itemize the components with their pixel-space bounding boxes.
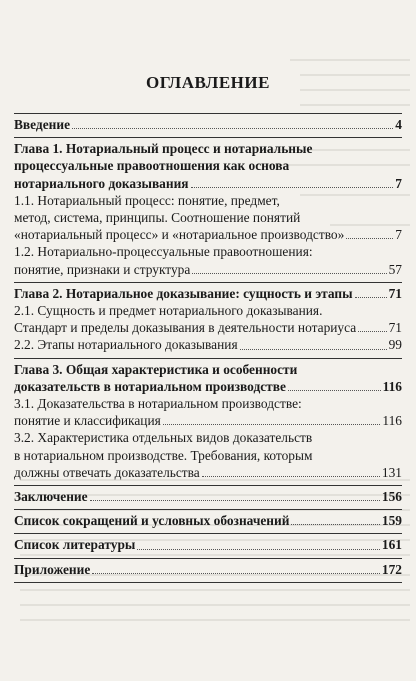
entry-line: понятие и классификация bbox=[14, 413, 161, 429]
page-number: 156 bbox=[381, 489, 402, 505]
entry-line: Стандарт и пределы доказывания в деятельности нотариуса bbox=[14, 320, 357, 336]
dot-leader bbox=[291, 523, 379, 525]
entry-line: нотариального доказывания bbox=[14, 175, 189, 191]
dot-leader bbox=[288, 389, 381, 391]
toc-entry-chapter-3[interactable] bbox=[14, 361, 402, 395]
entry-line: 1.2. Нотариально-процессуальные правоотношения: bbox=[14, 244, 313, 260]
page-number: 7 bbox=[395, 175, 402, 191]
entry-label: Список сокращений и условных обозначений bbox=[14, 513, 290, 529]
toc-entry-section-1-2[interactable] bbox=[14, 243, 402, 277]
toc-entry-section-1-1[interactable] bbox=[14, 192, 402, 244]
page-number: 116 bbox=[382, 378, 402, 394]
toc-chapter-1 bbox=[14, 138, 402, 282]
entry-label: Список литературы bbox=[14, 537, 136, 553]
entry-label: Заключение bbox=[14, 489, 88, 505]
entry-line: процессуальные правоотношения как основа bbox=[14, 158, 290, 174]
entry-line: 3.2. Характеристика отдельных видов доказательств bbox=[14, 430, 313, 446]
table-of-contents bbox=[14, 113, 402, 583]
page-number: 161 bbox=[381, 537, 402, 553]
entry-label: Приложение bbox=[14, 561, 91, 577]
entry-line: доказательств в нотариальном производстве bbox=[14, 378, 286, 394]
toc-chapter-2 bbox=[14, 283, 402, 358]
page-number: 4 bbox=[395, 117, 402, 132]
entry-line: 1.1. Нотариальный процесс: понятие, предмет, bbox=[14, 192, 280, 208]
page-number: 116 bbox=[382, 413, 402, 429]
toc-entry-appendix[interactable] bbox=[14, 559, 402, 582]
entry-line: Глава 2. Нотариальное доказывание: сущность и этапы bbox=[14, 285, 353, 301]
page-number: 7 bbox=[395, 227, 402, 243]
dot-leader bbox=[240, 348, 387, 350]
toc-entry-introduction[interactable] bbox=[14, 114, 402, 137]
entry-line: 2.1. Сущность и предмет нотариального доказывания. bbox=[14, 303, 323, 319]
toc-entry-chapter-2[interactable] bbox=[14, 285, 402, 302]
page-number: 131 bbox=[381, 464, 402, 480]
entry-line: в нотариальном производстве. Требования, которым bbox=[14, 447, 313, 463]
entry-line: «нотариальный процесс» и «нотариальное производство» bbox=[14, 227, 345, 243]
entry-line: 3.1. Доказательства в нотариальном производстве: bbox=[14, 396, 302, 412]
entry-line: метод, система, принципы. Соотношение понятий bbox=[14, 210, 301, 226]
dot-leader bbox=[137, 548, 380, 550]
page-number: 57 bbox=[388, 261, 402, 277]
page-number: 159 bbox=[381, 513, 402, 529]
page-number: 172 bbox=[381, 561, 402, 577]
toc-page bbox=[14, 0, 402, 681]
dot-leader bbox=[355, 296, 387, 298]
dot-leader bbox=[358, 330, 386, 332]
entry-line: понятие, признаки и структура bbox=[14, 261, 191, 277]
dot-leader bbox=[191, 186, 394, 188]
toc-chapter-3 bbox=[14, 359, 402, 485]
toc-entry-literature[interactable] bbox=[14, 534, 402, 557]
entry-label: Введение bbox=[14, 117, 71, 132]
dot-leader bbox=[92, 572, 380, 574]
toc-entry-abbreviations[interactable] bbox=[14, 510, 402, 533]
entry-line: должны отвечать доказательства bbox=[14, 464, 200, 480]
toc-entry-section-3-2[interactable] bbox=[14, 429, 402, 481]
dot-leader bbox=[90, 499, 380, 501]
entry-line: 2.2. Этапы нотариального доказывания bbox=[14, 337, 238, 353]
page-title: ОГЛАВЛЕНИЕ bbox=[146, 73, 270, 92]
dot-leader bbox=[346, 237, 393, 239]
toc-entry-section-2-2[interactable] bbox=[14, 336, 402, 353]
dot-leader bbox=[192, 272, 386, 274]
toc-entry-section-2-1[interactable] bbox=[14, 302, 402, 336]
toc-entry-section-3-1[interactable] bbox=[14, 395, 402, 429]
dot-leader bbox=[202, 475, 380, 477]
toc-entry-conclusion[interactable] bbox=[14, 486, 402, 509]
page-number: 71 bbox=[388, 320, 402, 336]
page-number: 71 bbox=[388, 285, 402, 301]
entry-line: Глава 1. Нотариальный процесс и нотариальные bbox=[14, 141, 313, 157]
page-number: 99 bbox=[388, 337, 402, 353]
entry-line: Глава 3. Общая характеристика и особенности bbox=[14, 361, 298, 377]
toc-entry-chapter-1[interactable] bbox=[14, 140, 402, 192]
dot-leader bbox=[163, 423, 381, 425]
divider bbox=[14, 582, 402, 583]
dot-leader bbox=[72, 127, 393, 129]
